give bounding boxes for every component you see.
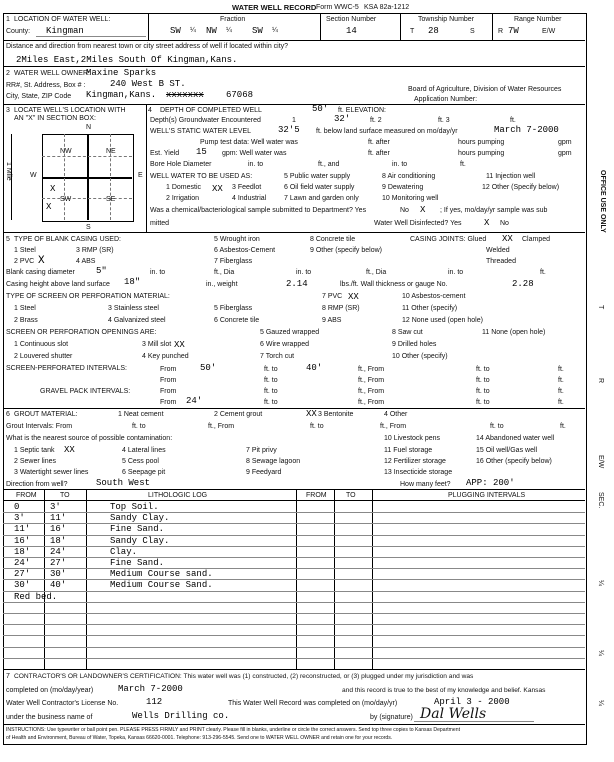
county-label: County:	[6, 28, 31, 35]
log-row-rule	[3, 579, 585, 580]
contam-14[interactable]: 14 Abandoned water well	[476, 435, 555, 442]
grout-label: GROUT MATERIAL:	[14, 411, 78, 418]
grout-ft: ft.	[560, 423, 566, 430]
casing-ft-dia-2: ft., Dia	[366, 269, 387, 276]
how-many-feet-label: How many feet?	[400, 481, 451, 488]
static-level-value[interactable]: 32'5	[278, 125, 300, 135]
business-label: under the business name of	[6, 714, 93, 721]
city-struck: xxxxxxx	[166, 90, 204, 100]
locate-label-2: AN "X" IN SECTION BOX:	[14, 115, 96, 122]
depth-elevation-label: ft. ELEVATION:	[338, 107, 386, 114]
grout-2[interactable]: 2 Cement grout	[214, 411, 263, 418]
county-value[interactable]: Kingman	[46, 26, 84, 36]
opening-2[interactable]: 2 Louvered shutter	[14, 353, 73, 360]
contam-1[interactable]: 1 Septic tank	[14, 447, 55, 454]
perf-ft-from-1: ft., From	[358, 366, 385, 373]
contam-3[interactable]: 3 Watertight sewer lines	[14, 469, 89, 476]
chem-no[interactable]: No	[400, 207, 409, 214]
grout-4[interactable]: 4 Other	[384, 411, 408, 418]
log-row-rule	[3, 613, 585, 614]
form-title: WATER WELL RECORD	[232, 3, 317, 12]
screen-1[interactable]: 1 Steel	[14, 305, 36, 312]
chem-label: Was a chemical/bacteriological sample submitted to Department? Yes	[150, 207, 367, 214]
casing-5[interactable]: 5 Wrought iron	[214, 236, 260, 243]
owner-value[interactable]: Maxine Sparks	[86, 68, 157, 78]
grout-ft-to-2: ft. to	[310, 423, 324, 430]
quarter-3: ¼	[272, 27, 278, 34]
completed-value[interactable]: March 7-2000	[118, 684, 183, 694]
plugging-title: PLUGGING INTERVALS	[448, 492, 526, 499]
use-1[interactable]: 1 Domestic	[166, 184, 202, 191]
casing-joints-mark[interactable]: XX	[502, 234, 513, 244]
log-to-cell[interactable]: 3'	[50, 502, 61, 512]
casing-in-to-3: in. to	[448, 269, 464, 276]
grout-ft-from-1: ft., From	[208, 423, 235, 430]
use-1-mark[interactable]: XX	[212, 184, 223, 194]
casing-2[interactable]: 2 PVC	[14, 258, 35, 265]
compass-n: N	[86, 124, 92, 131]
bore-ft-and: ft., and	[318, 161, 340, 168]
section-6-number: 6	[6, 411, 10, 418]
log-row-rule	[3, 512, 585, 513]
gravel-ft-to-1: ft. to	[264, 388, 278, 395]
casing-in-weight: in., weight	[206, 281, 238, 288]
office-ew: E/W	[597, 455, 604, 469]
log-row-rule	[3, 635, 585, 636]
opening-6[interactable]: 6 Wire wrapped	[260, 341, 310, 348]
license-value[interactable]: 112	[146, 697, 163, 707]
perf-from-2: From	[160, 377, 177, 384]
address-label: RR#, St. Address, Box # :	[6, 82, 86, 89]
contam-1-mark[interactable]: XX	[64, 445, 75, 455]
certification-text-2: and this record is true to the best of my knowledge and belief. Kansas	[342, 687, 546, 694]
plug-to-header: TO	[346, 492, 356, 499]
log-description-cell[interactable]: Sandy Clay.	[110, 513, 170, 524]
section-7-number: 7	[6, 673, 10, 680]
openings-label: SCREEN OR PERFORATION OPENINGS ARE:	[6, 329, 157, 336]
casing-in-to: in. to	[150, 269, 166, 276]
opening-3-mark[interactable]: XX	[174, 340, 185, 350]
contam-15[interactable]: 15 Oil well/Gas well	[476, 447, 538, 454]
city-value[interactable]: Kingman,Kans.	[86, 90, 157, 100]
business-value[interactable]: Wells Drilling co.	[132, 711, 230, 721]
use-4[interactable]: 4 Industrial	[232, 195, 267, 202]
plug-from-header: FROM	[306, 492, 327, 499]
pump-ft-after: ft. after	[368, 139, 390, 146]
screen-7-mark[interactable]: XX	[348, 292, 359, 302]
opening-5[interactable]: 5 Gauzed wrapped	[260, 329, 320, 336]
screen-9[interactable]: 9 ABS	[322, 317, 342, 324]
contamination-label: What is the nearest source of possible contamination:	[6, 435, 173, 442]
log-description-cell[interactable]: Medium Course Sand.	[110, 580, 213, 591]
gravel-ft-to-3: ft. to	[264, 399, 278, 406]
log-extra[interactable]: Red bed.	[14, 592, 58, 602]
casing-joints-label: CASING JOINTS: Glued	[410, 236, 487, 243]
yield-hours: hours pumping	[458, 150, 505, 157]
log-from-cell[interactable]: 3'	[14, 513, 25, 524]
depth-value[interactable]: 50'	[312, 104, 329, 114]
casing-label: TYPE OF BLANK CASING USED:	[14, 236, 121, 243]
screen-11[interactable]: 11 Other (specify)	[402, 305, 458, 312]
office-q3: ¼	[597, 700, 604, 706]
log-row-rule	[3, 523, 585, 524]
screen-12[interactable]: 12 None used (open hole)	[402, 317, 483, 324]
log-from-cell[interactable]: 16'	[14, 535, 31, 546]
use-5[interactable]: 5 Public water supply	[284, 173, 351, 180]
compass-w: W	[30, 172, 37, 179]
how-many-feet-value[interactable]: APP: 200'	[466, 478, 515, 488]
log-row-rule	[3, 568, 585, 569]
use-2[interactable]: 2 Irrigation	[166, 195, 200, 202]
perf-ft-1: ft.	[558, 366, 564, 373]
gravel-ft-1: ft.	[558, 388, 564, 395]
bore-label: Bore Hole Diameter	[150, 161, 212, 168]
casing-in-to-2: in. to	[296, 269, 312, 276]
perf-from-value[interactable]: 50'	[200, 363, 217, 373]
casing-diameter-value[interactable]: 5"	[96, 266, 107, 276]
use-3[interactable]: 3 Feedlot	[232, 184, 262, 191]
perf-ft-2: ft.	[558, 377, 564, 384]
location-label: LOCATION OF WATER WELL:	[14, 16, 111, 23]
fraction-3[interactable]: SW	[252, 26, 263, 36]
opening-4[interactable]: 4 Key punched	[142, 353, 189, 360]
contam-16[interactable]: 16 Other (specify below)	[476, 458, 552, 465]
pump-test-label: Pump test data: Well water was	[200, 139, 298, 146]
section-3-number: 3	[6, 107, 10, 114]
log-to-cell[interactable]: 16'	[50, 524, 67, 535]
office-q2: ¼	[597, 650, 604, 656]
township-s: S	[470, 28, 475, 35]
instructions-line-2: of Health and Environment, Bureau of Water, Topeka, Kansas 66620-0001. Telephone: 913-296-5545. Send one to WATER WELL OWNER and retain one for your records.	[6, 735, 393, 741]
distance-label: Distance and direction from nearest town or city street address of well if located within city?	[6, 43, 289, 50]
casing-6[interactable]: 6 Asbestos-Cement	[214, 247, 276, 254]
gravel-ft-2: ft.	[558, 399, 564, 406]
township-value[interactable]: 28	[428, 26, 439, 36]
gravel-from-value[interactable]: 24'	[186, 396, 203, 406]
log-row-rule	[3, 535, 585, 536]
perf-ft-from-2: ft., From	[358, 377, 385, 384]
casing-diameter-label: Blank casing diameter	[6, 269, 75, 276]
fraction-2[interactable]: NW	[206, 26, 217, 36]
use-6[interactable]: 6 Oil field water supply	[284, 184, 355, 191]
screen-6[interactable]: 6 Concrete tile	[214, 317, 260, 324]
contam-4[interactable]: 4 Lateral lines	[122, 447, 166, 454]
perf-to-value[interactable]: 40'	[306, 363, 323, 373]
contam-5[interactable]: 5 Cess pool	[122, 458, 159, 465]
log-row-rule	[3, 557, 585, 558]
gravel-from-2: From	[160, 399, 177, 406]
board-label: Board of Agriculture, Division of Water Resources	[408, 86, 562, 93]
contam-9[interactable]: 9 Feedyard	[246, 469, 282, 476]
locate-label: LOCATE WELL'S LOCATION WITH	[14, 107, 126, 114]
log-description-cell[interactable]: Fine Sand.	[110, 524, 165, 535]
opening-10[interactable]: 10 Other (specify)	[392, 353, 448, 360]
casing-3[interactable]: 3 RMP (SR)	[76, 247, 114, 254]
fraction-1[interactable]: SW	[170, 26, 181, 36]
casing-8[interactable]: 8 Concrete tile	[310, 236, 356, 243]
static-level-date[interactable]: March 7-2000	[494, 125, 559, 135]
grout-1[interactable]: 1 Neat cement	[118, 411, 164, 418]
mile-label: 1 Mile	[5, 162, 12, 181]
casing-threaded[interactable]: Threaded	[486, 258, 516, 265]
township-label: Township Number	[418, 16, 475, 23]
chem-if-yes: ; If yes, mo/day/yr sample was sub	[440, 207, 548, 214]
compass-e: E	[138, 172, 143, 179]
pump-gpm: gpm	[558, 139, 572, 146]
perf-ft-to-2: ft. to	[476, 366, 490, 373]
section-5-number: 5	[6, 236, 10, 243]
contam-6[interactable]: 6 Seepage pit	[122, 469, 166, 476]
log-description-cell[interactable]: Medium Course sand.	[110, 569, 213, 580]
casing-2-mark[interactable]: X	[38, 255, 45, 267]
gravel-from-1: From	[160, 388, 177, 395]
casing-ft-dia: ft., Dia	[214, 269, 235, 276]
instructions-line-1: INSTRUCTIONS: Use typewriter or ball point pen. PLEASE PRESS FIRMLY and PRINT clearly. Please fill in blanks, underline or circle the correct answers. Send top three copies to Kansas Department	[6, 727, 461, 733]
license-label: Water Well Contractor's License No.	[6, 700, 119, 707]
log-from-header: FROM	[16, 492, 37, 499]
yield-gpm: gpm	[558, 150, 572, 157]
use-12[interactable]: 12 Other (Specify below)	[482, 184, 560, 191]
casing-9[interactable]: 9 Other (specify below)	[310, 247, 382, 254]
quadrant-sw: SW	[60, 196, 72, 203]
section-number-value[interactable]: 14	[346, 26, 357, 36]
gravel-ft-to-2: ft. to	[476, 388, 490, 395]
yield-value[interactable]: 15	[196, 147, 207, 157]
static-level-label: WELL'S STATIC WATER LEVEL	[150, 128, 252, 135]
log-description-cell[interactable]: Sandy Clay.	[110, 535, 170, 546]
grout-ft-from-2: ft., From	[380, 423, 407, 430]
casing-ft: ft.	[540, 269, 546, 276]
location-mark-2[interactable]: X	[46, 202, 52, 212]
gravel-ft-from-2: ft., From	[358, 399, 385, 406]
screen-3[interactable]: 3 Stainless steel	[108, 305, 159, 312]
grout-ft-to-1: ft. to	[132, 423, 146, 430]
screen-10[interactable]: 10 Asbestos-cement	[402, 293, 466, 300]
section-1-number: 1	[6, 16, 10, 23]
office-r: R	[597, 378, 604, 384]
gravel-label: GRAVEL PACK INTERVALS:	[40, 388, 131, 395]
owner-label: WATER WELL OWNER:	[14, 70, 90, 77]
screen-8[interactable]: 8 RMP (SR)	[322, 305, 360, 312]
contam-12[interactable]: 12 Fertilizer storage	[384, 458, 446, 465]
log-from-cell[interactable]: 18'	[14, 546, 31, 557]
direction-label: Direction from well?	[6, 481, 68, 488]
log-description-cell[interactable]: Fine Sand.	[110, 558, 165, 568]
groundwater-ft-2: ft. 2	[370, 117, 382, 124]
address-value[interactable]: 240 West B ST.	[110, 79, 186, 89]
opening-8[interactable]: 8 Saw cut	[392, 329, 423, 336]
log-from-cell[interactable]: 27'	[14, 569, 31, 580]
log-description-cell[interactable]: Clay.	[110, 546, 138, 557]
log-title: LITHOLOGIC LOG	[148, 492, 208, 499]
yield-unit: gpm: Well water was	[222, 150, 287, 157]
range-value[interactable]: 7W	[508, 26, 519, 36]
gravel-ft-to-4: ft. to	[476, 399, 490, 406]
use-11[interactable]: 11 Injection well	[486, 173, 536, 180]
log-description-cell[interactable]: Top Soil.	[110, 502, 159, 512]
groundwater-value[interactable]: 32'	[334, 114, 351, 124]
log-from-cell[interactable]: 30'	[14, 580, 31, 591]
opening-3[interactable]: 3 Mill slot	[142, 341, 172, 348]
use-label: WELL WATER TO BE USED AS:	[150, 173, 253, 180]
quarter-2: ¼	[226, 27, 232, 34]
log-to-cell[interactable]: 30'	[50, 569, 67, 580]
gravel-ft-from-1: ft., From	[358, 388, 385, 395]
perf-ft-to-4: ft. to	[476, 377, 490, 384]
screen-4[interactable]: 4 Galvanized steel	[108, 317, 166, 324]
opening-11[interactable]: 11 None (open hole)	[482, 329, 546, 336]
log-to-cell[interactable]: 18'	[50, 535, 67, 546]
location-mark[interactable]: X	[50, 184, 56, 194]
township-t: T	[410, 28, 415, 35]
casing-clamped[interactable]: Clamped	[522, 236, 551, 243]
screen-5[interactable]: 5 Fiberglass	[214, 305, 253, 312]
section-number-label: Section Number	[326, 16, 377, 23]
casing-gauge-value[interactable]: 2.28	[512, 279, 534, 289]
application-number-label: Application Number:	[414, 96, 478, 103]
compass-s: S	[86, 224, 91, 231]
contam-7[interactable]: 7 Pit privy	[246, 447, 277, 454]
log-to-header: TO	[60, 492, 70, 499]
log-to-cell[interactable]: 27'	[50, 558, 67, 568]
groundwater-ft-3: ft. 3	[438, 117, 450, 124]
signature-label: by (signature)	[370, 714, 413, 721]
quarter-1: ¼	[190, 27, 196, 34]
opening-1[interactable]: 1 Continuous slot	[14, 341, 69, 348]
perforated-label: SCREEN-PERFORATED INTERVALS:	[6, 365, 127, 372]
screen-2[interactable]: 2 Brass	[14, 317, 38, 324]
grout-3-mark[interactable]: XX	[306, 409, 317, 419]
screen-label: TYPE OF SCREEN OR PERFORATION MATERIAL:	[6, 293, 170, 300]
groundwater-ft: ft.	[510, 117, 516, 124]
form-number: Form WWC-5	[316, 4, 359, 11]
zip-value[interactable]: 67068	[226, 90, 254, 100]
log-from-cell[interactable]: 0	[14, 502, 20, 512]
screen-7[interactable]: 7 PVC	[322, 293, 343, 300]
disinfected-label: Water Well Disinfected? Yes	[374, 220, 462, 227]
range-r: R	[498, 28, 504, 35]
use-7[interactable]: 7 Lawn and garden only	[284, 195, 359, 202]
depth-label: DEPTH OF COMPLETED WELL	[160, 107, 262, 114]
grout-intervals-label: Grout Intervals: From	[6, 423, 73, 430]
disinfected-no[interactable]: No	[500, 220, 509, 227]
perf-ft-to-3: ft. to	[264, 377, 278, 384]
static-level-rest: ft. below land surface measured on mo/day/yr	[316, 128, 458, 135]
section-2-number: 2	[6, 70, 10, 77]
quadrant-ne: NE	[106, 148, 116, 155]
office-q1: ¼	[597, 580, 604, 586]
ksa-reference: KSA 82a-1212	[364, 4, 410, 11]
groundwater-1: 1	[292, 117, 296, 124]
log-to-cell[interactable]: 40'	[50, 580, 67, 591]
bore-in-to: in. to	[248, 161, 264, 168]
casing-4[interactable]: 4 ABS	[76, 258, 96, 265]
log-row-rule	[3, 624, 585, 625]
log-row-rule	[3, 658, 585, 659]
office-t: T	[597, 305, 604, 310]
contam-8[interactable]: 8 Sewage lagoon	[246, 458, 301, 465]
bore-ft: ft.	[460, 161, 466, 168]
record-date-value[interactable]: April 3 - 2000	[434, 697, 510, 707]
city-label: City, State, ZIP Code	[6, 93, 72, 100]
chem-no-mark[interactable]: X	[420, 205, 426, 215]
log-row-rule	[3, 546, 585, 547]
contam-11[interactable]: 11 Fuel storage	[384, 447, 433, 454]
office-use-label: OFFICE USE ONLY	[599, 170, 606, 233]
log-to-cell[interactable]: 24'	[50, 546, 67, 557]
contam-10[interactable]: 10 Livestock pens	[384, 435, 441, 442]
use-9[interactable]: 9 Dewatering	[382, 184, 424, 191]
use-10[interactable]: 10 Monitoring well	[382, 195, 439, 202]
fraction-label: Fraction	[220, 16, 246, 23]
office-sec: SEC.	[597, 492, 604, 509]
certification-text: CONTRACTOR'S OR LANDOWNER'S CERTIFICATION: This water well was (1) constructed, (2) reconstructed, or (3) plugged under my jurisdiction and was	[14, 673, 474, 680]
casing-welded[interactable]: Welded	[486, 247, 510, 254]
log-to-cell[interactable]: 11'	[50, 513, 67, 524]
casing-7[interactable]: 7 Fiberglass	[214, 258, 253, 265]
section-4-number: 4	[148, 107, 152, 114]
yield-ft-after: ft. after	[368, 150, 390, 157]
distance-value[interactable]: 2Miles East,2Miles South Of Kingman,Kans.	[16, 55, 238, 65]
log-row-rule	[3, 647, 585, 648]
completed-label: completed on (mo/day/year)	[6, 687, 94, 694]
disinfected-mark[interactable]: X	[484, 218, 490, 228]
grout-3[interactable]: 3 Bentonite	[318, 411, 354, 418]
bore-in-to-2: in. to	[392, 161, 408, 168]
perf-ft-to-1: ft. to	[264, 366, 278, 373]
range-ew: E/W	[542, 28, 556, 35]
casing-lbs-ft: lbs./ft. Wall thickness or gauge No.	[340, 281, 448, 288]
pump-hours: hours pumping	[458, 139, 505, 146]
casing-height-value[interactable]: 18"	[124, 277, 141, 287]
log-from-cell[interactable]: 11'	[14, 524, 31, 535]
signature[interactable]: Dal Wells	[420, 706, 487, 722]
quadrant-se: SE	[106, 196, 116, 203]
contam-2[interactable]: 2 Sewer lines	[14, 458, 57, 465]
casing-height-label: Casing height above land surface	[6, 281, 110, 288]
contam-13[interactable]: 13 Insecticide storage	[384, 469, 453, 476]
casing-weight-value[interactable]: 2.14	[286, 279, 308, 289]
record-date-label: This Water Well Record was completed on (mo/day/yr)	[228, 700, 398, 707]
grout-ft-to-3: ft. to	[490, 423, 504, 430]
range-label: Range Number	[514, 16, 562, 23]
groundwater-label: Depth(s) Groundwater Encountered	[150, 117, 261, 124]
log-row-rule	[3, 591, 585, 592]
use-8[interactable]: 8 Air conditioning	[382, 173, 436, 180]
opening-9[interactable]: 9 Drilled holes	[392, 341, 437, 348]
perf-from-1: From	[160, 366, 177, 373]
casing-1[interactable]: 1 Steel	[14, 247, 36, 254]
opening-7[interactable]: 7 Torch cut	[260, 353, 295, 360]
quadrant-nw: NW	[60, 148, 72, 155]
mitted-label: mitted	[150, 220, 170, 227]
log-from-cell[interactable]: 24'	[14, 558, 31, 568]
direction-value[interactable]: South West	[96, 478, 151, 488]
log-row-rule	[3, 602, 585, 603]
yield-label: Est. Yield	[150, 150, 180, 157]
